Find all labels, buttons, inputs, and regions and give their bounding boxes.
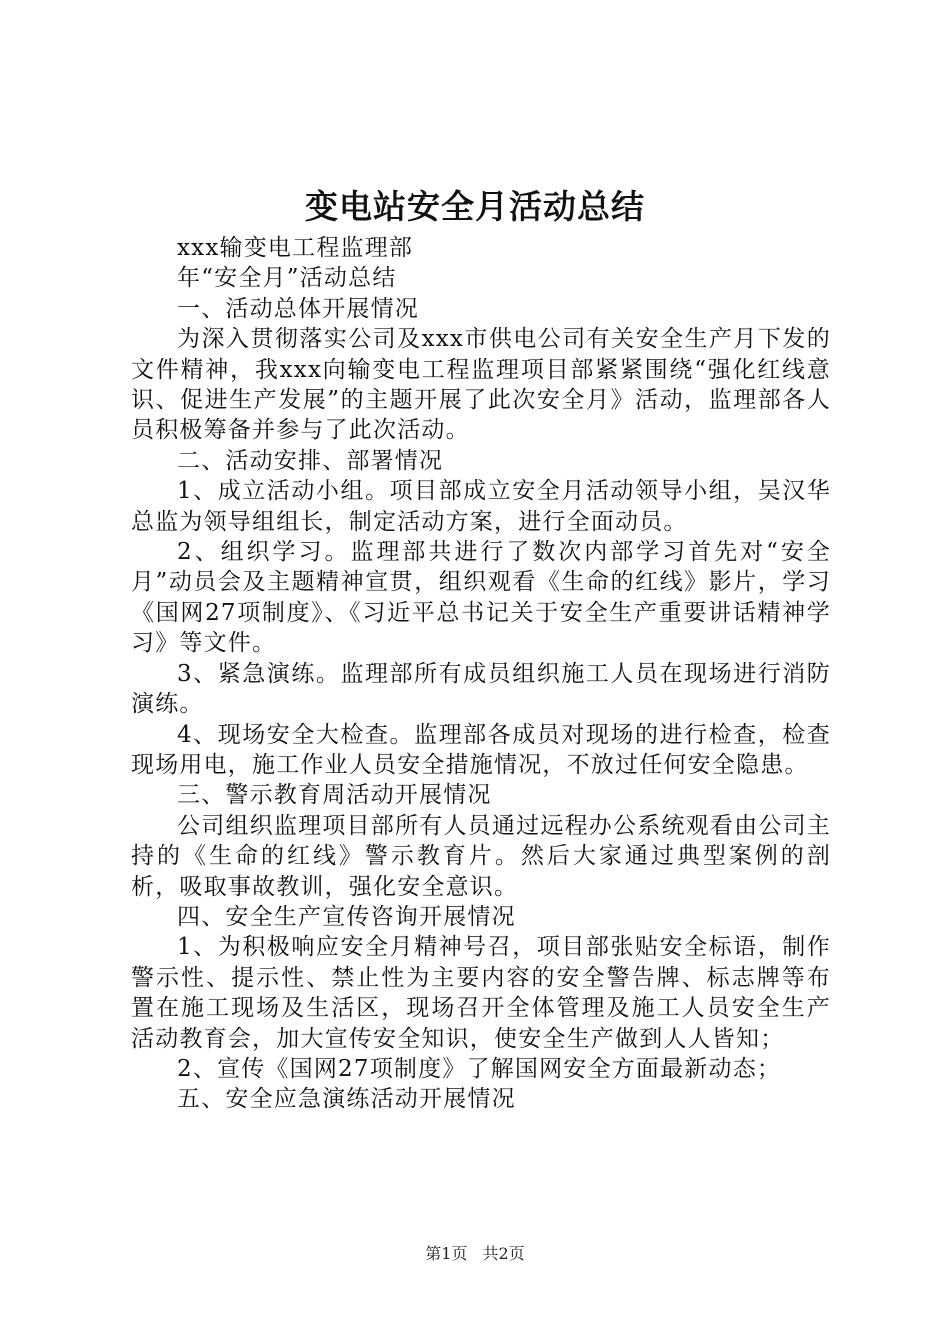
paragraph-header-subtitle: 年“安全月”活动总结 xyxy=(177,265,397,292)
paragraph: 1、为积极响应安全月精神号召，项目部张贴安全标语，制作警示性、提示性、禁止性为主要内容的安全警告牌、标志牌等布置在施工现场及生活区，现场召开全体管理及施工人员安全生产活动教育会，加大宣传安全知识，使安全生产做到人人皆知； xyxy=(131,934,831,1052)
paragraph: 2、组织学习。监理部共进行了数次内部学习首先对“安全月”动员会及主题精神宣贯，组织观看《生命的红线》影片，学习《国网27项制度》、《习近平总书记关于安全生产重要讲话精神学习》等文件。 xyxy=(131,539,831,657)
page-footer xyxy=(0,1244,950,1264)
paragraph: 4、现场安全大检查。监理部各成员对现场的进行检查，检查现场用电，施工作业人员安全措施情况，不放过任何安全隐患。 xyxy=(131,721,831,778)
document-title: 变电站安全月活动总结 xyxy=(305,187,645,226)
section-heading-4: 四、安全生产宣传咨询开展情况 xyxy=(177,903,516,930)
section-heading-5: 五、安全应急演练活动开展情况 xyxy=(177,1086,516,1113)
paragraph-header-dept: xxx输变电工程监理部 xyxy=(177,235,414,261)
paragraph: 公司组织监理项目部所有人员通过远程办公系统观看由公司主持的《生命的红线》警示教育片。然后大家通过典型案例的剖析，吸取事故教训，强化安全意识。 xyxy=(131,812,831,900)
section-heading-2: 二、活动安排、部署情况 xyxy=(177,447,444,474)
document-body xyxy=(131,233,831,1115)
page-total: 共2页 xyxy=(482,1244,525,1263)
paragraph: 3、紧急演练。监理部所有成员组织施工人员在现场进行消防演练。 xyxy=(131,660,831,718)
section-heading-1: 一、活动总体开展情况 xyxy=(177,295,419,322)
paragraph: 2、宣传《国网27项制度》了解国网安全方面最新动态； xyxy=(177,1055,782,1082)
section-heading-3: 三、警示教育周活动开展情况 xyxy=(177,782,492,809)
paragraph: 为深入贯彻落实公司及xxx市供电公司有关安全生产月下发的文件精神，我xxx向输变电工程监理项目部紧紧围绕“强化红线意识、促进生产发展”的主题开展了此次安全月》活动，监理部各人员积极筹备并参与了此次活动。 xyxy=(131,326,831,444)
page-number: 第1页 xyxy=(425,1244,468,1263)
paragraph: 1、成立活动小组。项目部成立安全月活动领导小组，吴汉华总监为领导组组长，制定活动方案，进行全面动员。 xyxy=(131,478,831,535)
